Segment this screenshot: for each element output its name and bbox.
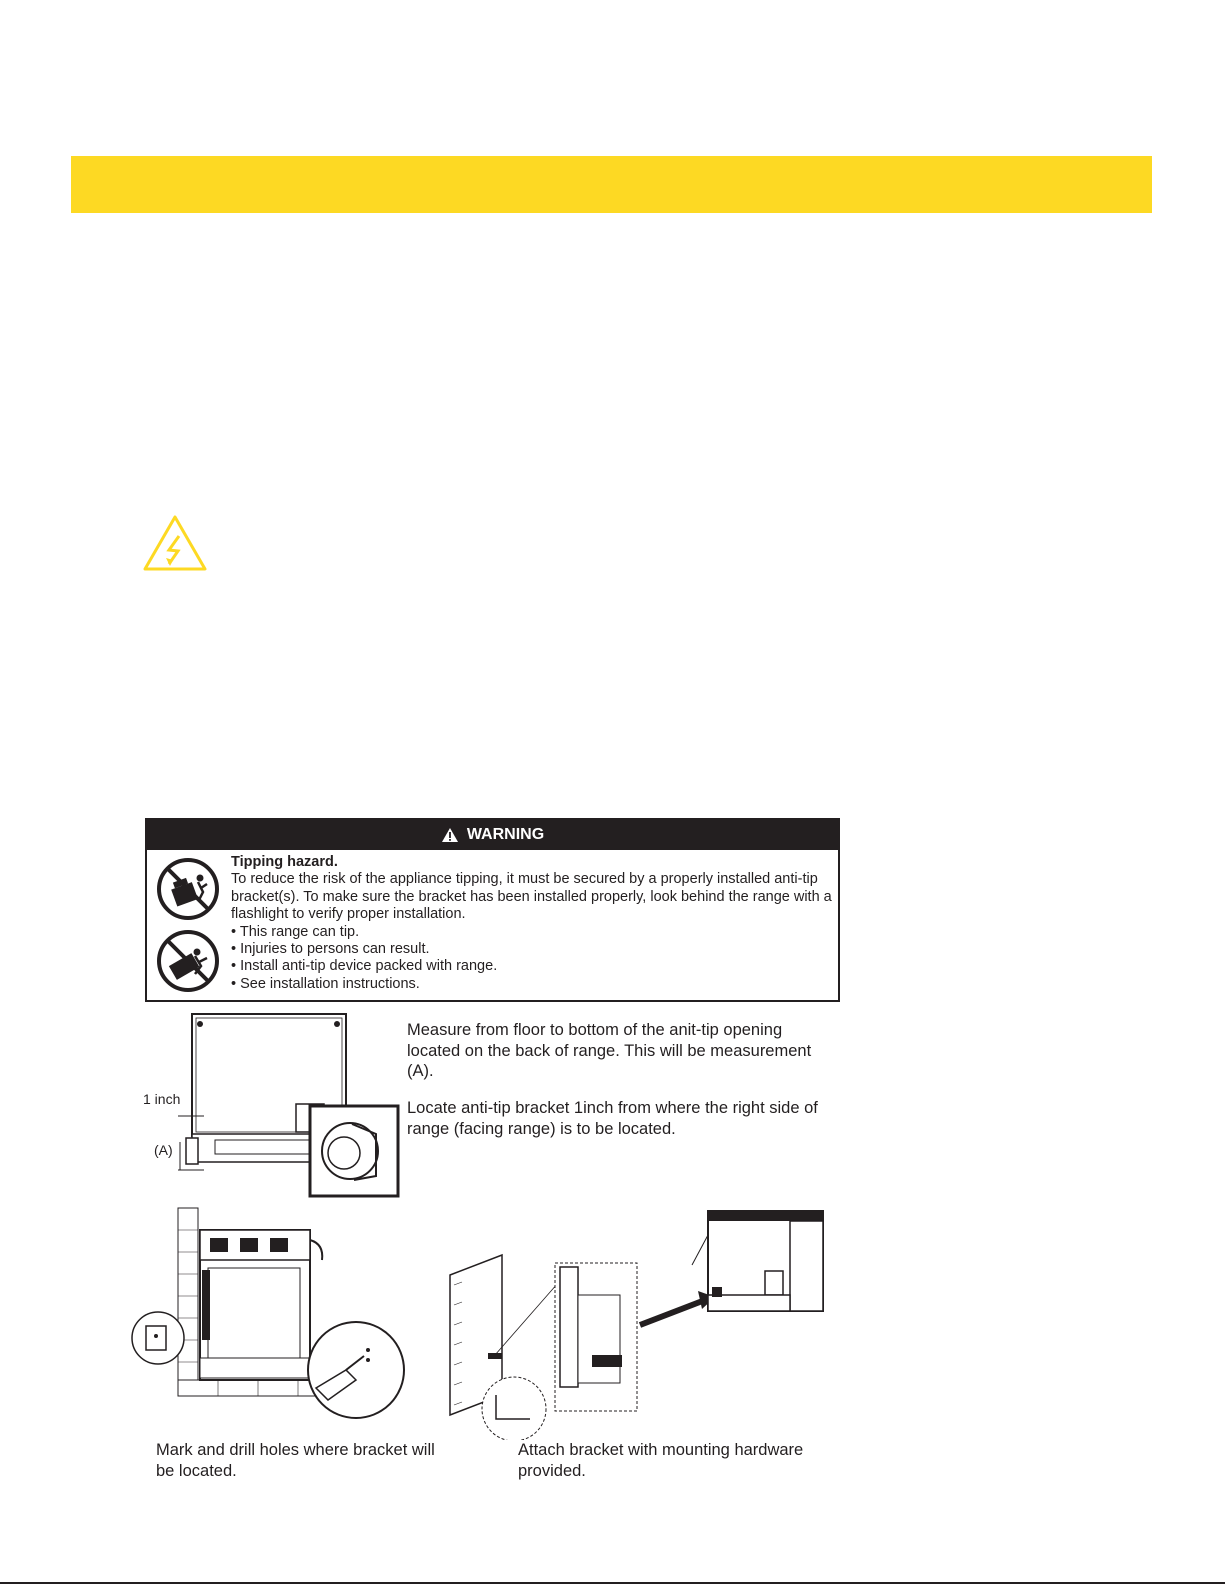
page-bottom-rule [0,1582,1225,1584]
warning-bullet: • See installation instructions. [231,975,420,992]
warning-bullet: • Injuries to persons can result. [231,941,430,958]
no-tipping-icon [155,856,221,922]
label-measurement-a: (A) [154,1142,173,1158]
range-back-figure [140,1010,405,1210]
header-band [71,156,1152,213]
warning-header-label: WARNING [466,826,545,843]
warning-title: Tipping hazard. [231,854,338,870]
electric-hazard-icon [142,514,208,572]
drill-holes-figure [128,1200,413,1435]
locate-instruction: Locate anti-tip bracket 1inch from where the right side of range (facing range) is to be located. [407,1099,818,1138]
measure-instruction: Measure from floor to bottom of the anit-tip opening located on the back of range. This will be measurement (A). [407,1021,812,1080]
drill-caption: Mark and drill holes where bracket will be located. [156,1441,435,1480]
warning-bullet: • This range can tip. [231,923,360,940]
warning-triangle-icon [441,827,459,843]
warning-header [147,820,838,850]
no-climbing-icon [155,928,221,994]
label-1-inch: 1 inch [143,1091,181,1107]
warning-body [231,854,832,993]
warning-text: To reduce the risk of the appliance tipping, it must be secured by a properly installed anti-tip bracket(s). To make sure the bracket has been installed properly, look behind the range with a flashlight to verify proper installation. [231,871,832,923]
attach-caption: Attach bracket with mounting hardware provided. [518,1441,804,1480]
warning-box [145,818,840,1002]
warning-bullet: • Install anti-tip device packed with range. [231,958,498,975]
attach-bracket-figure [440,1205,840,1440]
